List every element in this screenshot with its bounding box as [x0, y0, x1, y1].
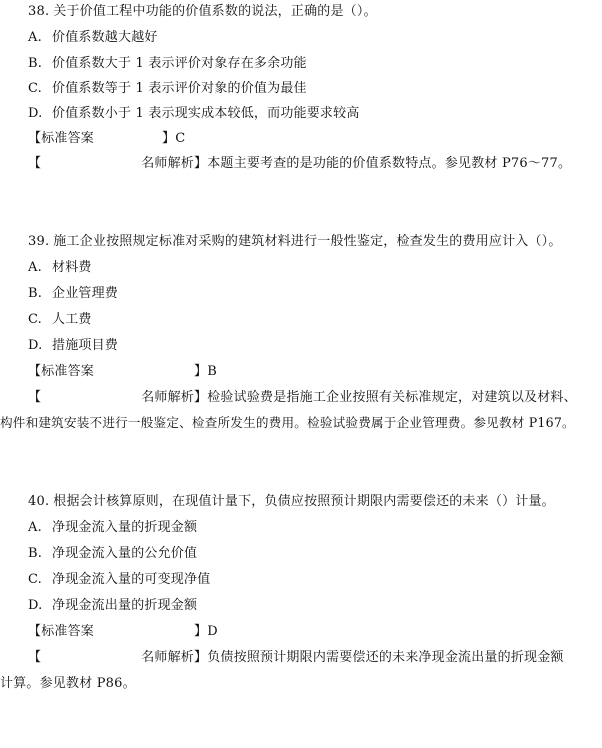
question-40-option-a [28, 520, 197, 536]
analysis-label: 名师解析】 [141, 390, 208, 405]
question-number: 40. [28, 494, 50, 509]
option-letter: C. [28, 81, 43, 96]
option-text: 价值系数小于 1 表示现实成本较低，而功能要求较高 [52, 106, 360, 121]
option-letter: A. [28, 260, 42, 275]
analysis-text-continued: 计算。参见教材 P86。 [0, 676, 136, 691]
option-letter: D. [28, 106, 43, 121]
question-text: 施工企业按照规定标准对采购的建筑材料进行一般性鉴定，检查发生的费用应计入（）。 [53, 234, 562, 249]
analysis-text: 检验试验费是指施工企业按照有关标准规定，对建筑以及材料、 [207, 390, 577, 405]
option-letter: C. [28, 572, 43, 587]
answer-value: 】B [194, 364, 217, 379]
question-40-analysis-continued [0, 676, 136, 692]
question-38-stem [28, 4, 377, 20]
option-text: 净现金流入量的可变现净值 [52, 572, 211, 587]
option-text: 净现金流入量的折现金额 [52, 520, 198, 535]
question-40-option-c [28, 572, 210, 588]
option-text: 净现金流出量的折现金额 [52, 598, 198, 613]
question-39-option-a [28, 260, 92, 276]
option-text: 价值系数越大越好 [52, 30, 158, 45]
analysis-label: 名师解析】 [141, 650, 208, 665]
option-text: 价值系数大于 1 表示评价对象存在多余功能 [52, 56, 307, 71]
option-letter: B. [28, 286, 43, 301]
option-letter: D. [28, 338, 43, 353]
question-39-option-c [28, 312, 92, 328]
question-40-analysis [28, 650, 564, 666]
question-40-answer [28, 624, 218, 640]
analysis-text: 负债按照预计期限内需要偿还的未来净现金流出量的折现金额 [207, 650, 564, 665]
option-text: 企业管理费 [52, 286, 119, 301]
option-text: 措施项目费 [52, 338, 119, 353]
question-39-stem [28, 234, 562, 250]
question-38-option-d [28, 106, 360, 122]
question-39-analysis [28, 390, 577, 406]
option-text: 价值系数等于 1 表示评价对象的价值为最佳 [52, 81, 307, 96]
option-text: 材料费 [52, 260, 92, 275]
option-letter: A. [28, 520, 42, 535]
question-40-option-b [28, 546, 197, 562]
analysis-open: 【 [28, 390, 42, 405]
option-letter: C. [28, 312, 43, 327]
analysis-text-continued: 构件和建筑安装不进行一般鉴定、检查所发生的费用。检验试验费属于企业管理费。参见教材 P167。 [0, 415, 575, 430]
question-38-option-b [28, 56, 307, 72]
question-38-option-a [28, 30, 158, 46]
question-number: 38. [28, 4, 50, 19]
option-letter: D. [28, 598, 43, 613]
answer-value: 】D [194, 624, 218, 639]
question-39-option-d [28, 338, 118, 354]
question-39-option-b [28, 286, 118, 302]
analysis-open: 【 [28, 650, 42, 665]
option-letter: A. [28, 30, 42, 45]
analysis-open: 【 [28, 156, 42, 171]
question-38-answer [28, 131, 185, 147]
option-text: 净现金流入量的公允价值 [52, 546, 198, 561]
question-38-analysis [28, 156, 571, 172]
question-38-option-c [28, 81, 307, 97]
answer-value: 】C [162, 131, 186, 146]
analysis-text: 本题主要考查的是功能的价值系数特点。参见教材 P76～77。 [207, 156, 572, 171]
question-39-answer [28, 364, 217, 380]
question-text: 关于价值工程中功能的价值系数的说法，正确的是（）。 [53, 4, 377, 19]
question-text: 根据会计核算原则，在现值计量下，负债应按照预计期限内需要偿还的未来（）计量。 [53, 494, 555, 509]
option-letter: B. [28, 546, 43, 561]
question-number: 39. [28, 234, 50, 249]
question-40-stem [28, 494, 555, 510]
answer-label: 【标准答案 [28, 624, 95, 639]
analysis-label: 名师解析】 [141, 156, 208, 171]
question-39-analysis-continued [0, 415, 575, 431]
option-letter: B. [28, 56, 43, 71]
answer-label: 【标准答案 [28, 131, 95, 146]
answer-label: 【标准答案 [28, 364, 95, 379]
option-text: 人工费 [52, 312, 92, 327]
question-40-option-d [28, 598, 197, 614]
